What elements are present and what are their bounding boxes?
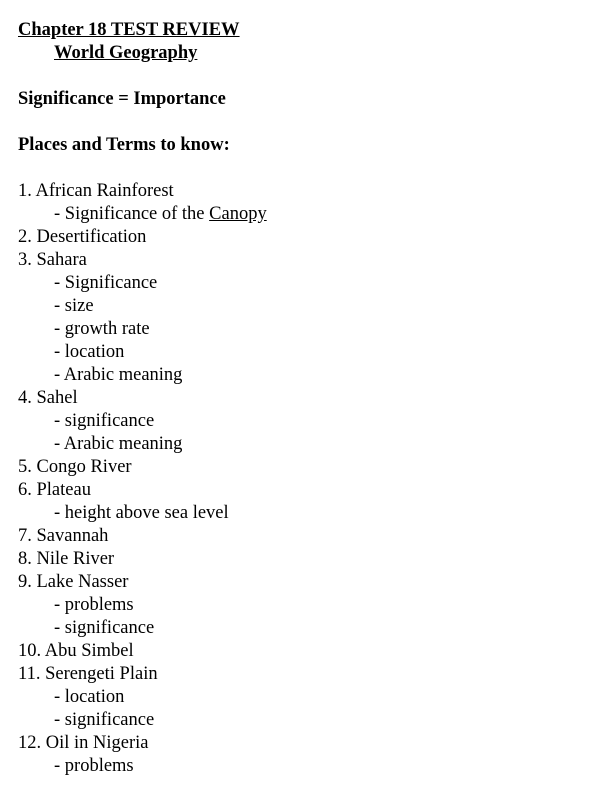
term-item: 10. Abu Simbel [18, 641, 134, 661]
term-subitem-underlined: Canopy [209, 204, 267, 224]
term-subitem: - significance [54, 618, 155, 638]
term-item: 9. Lake Nasser [18, 572, 129, 592]
spacer [18, 111, 598, 134]
term-item: 8. Nile River [18, 549, 115, 569]
spacer [18, 65, 598, 88]
term-subitem: - Significance [54, 273, 158, 293]
term-item: 5. Congo River [18, 457, 132, 477]
term-item: 3. Sahara [18, 250, 87, 270]
definition-line: Significance = Importance [18, 89, 226, 109]
term-subitem: - problems [54, 595, 134, 615]
document-subtitle: World Geography [54, 43, 198, 63]
document-title: Chapter 18 TEST REVIEW [18, 20, 240, 40]
term-subitem: - location [54, 342, 125, 362]
term-subitem: - Arabic meaning [54, 365, 183, 385]
term-subitem: - growth rate [54, 319, 150, 339]
term-item: 7. Savannah [18, 526, 109, 546]
term-item: 11. Serengeti Plain [18, 664, 158, 684]
term-item: 4. Sahel [18, 388, 78, 408]
term-subitem: - significance [54, 710, 155, 730]
term-subitem: - location [54, 687, 125, 707]
term-subitem: - significance [54, 411, 155, 431]
term-subitem: - Arabic meaning [54, 434, 183, 454]
spacer [18, 157, 598, 180]
term-subitem [18, 203, 598, 226]
term-subitem-text: - Significance of the [54, 204, 210, 224]
term-list [18, 180, 598, 778]
term-subitem: - size [54, 296, 94, 316]
document-page [18, 19, 598, 778]
term-item: 2. Desertification [18, 227, 147, 247]
section-heading: Places and Terms to know: [18, 135, 230, 155]
term-subitem: - height above sea level [54, 503, 229, 523]
term-subitem: - problems [54, 756, 134, 776]
term-item: 1. African Rainforest [18, 181, 174, 201]
term-item: 6. Plateau [18, 480, 91, 500]
term-item: 12. Oil in Nigeria [18, 733, 149, 753]
